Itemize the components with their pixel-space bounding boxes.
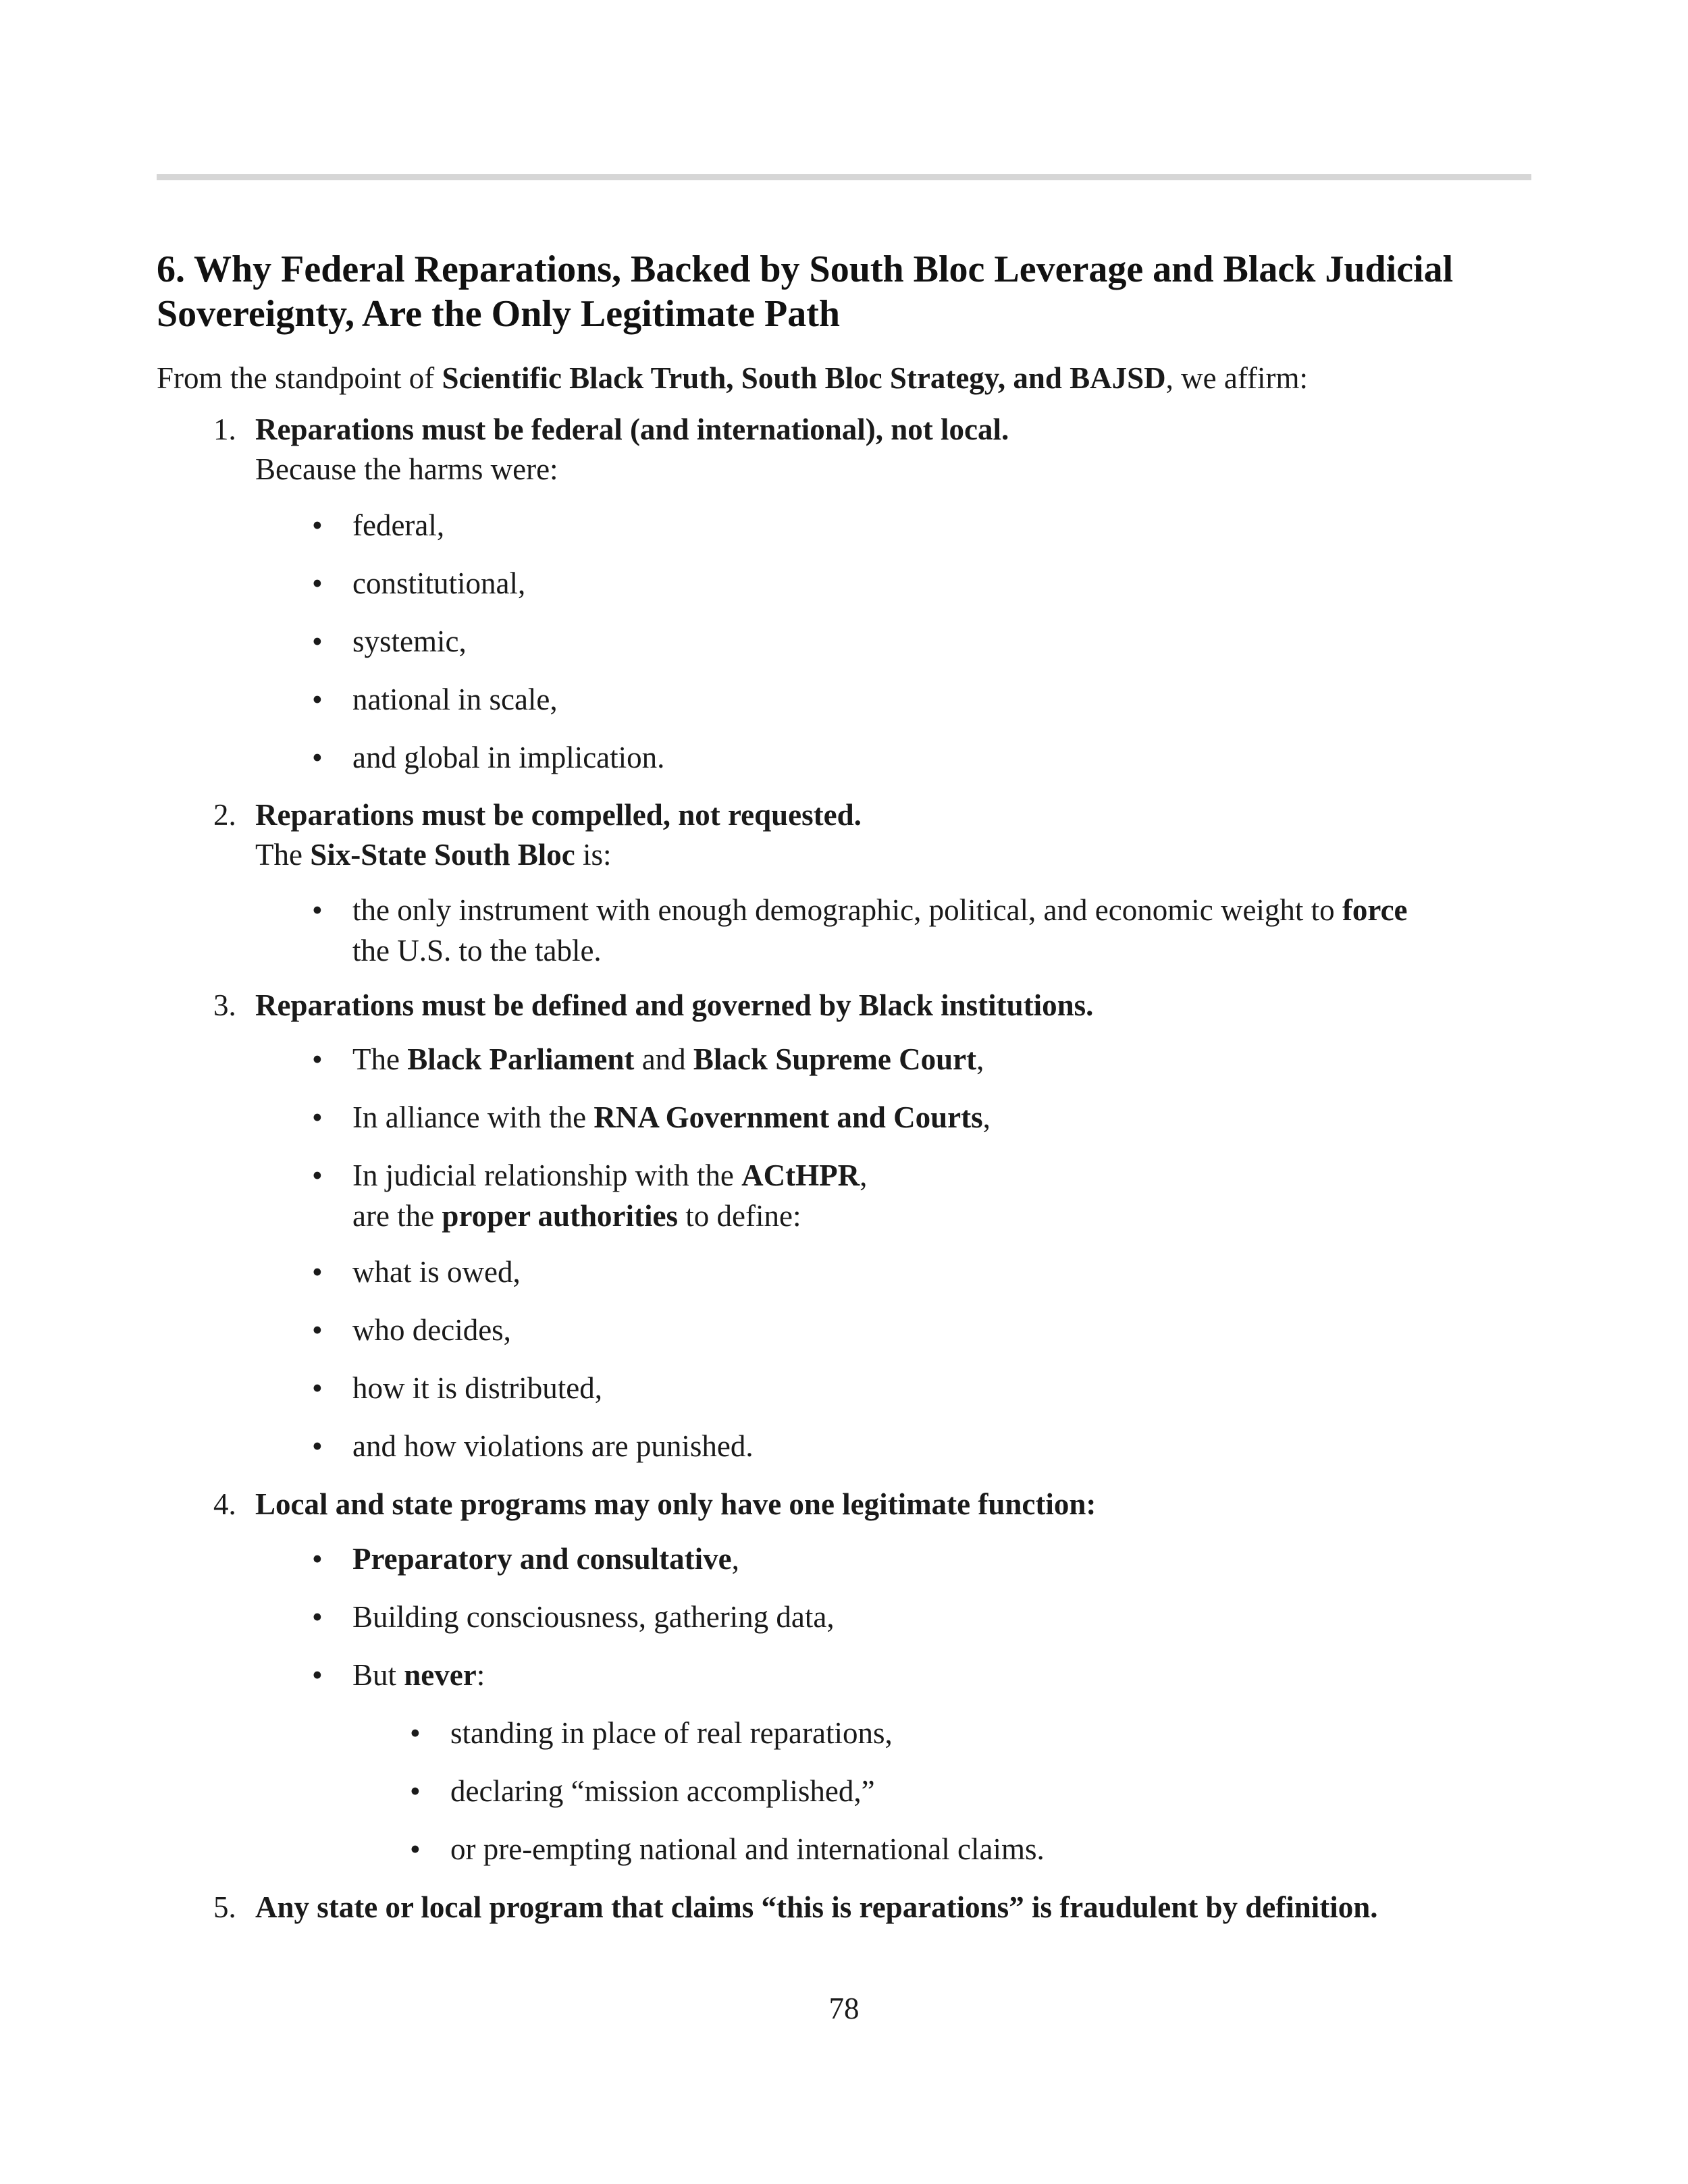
bullet-glyph: •	[312, 1542, 323, 1576]
item-3-bullet: what is owed,	[352, 1255, 521, 1289]
intro-text-end: , we affirm:	[1165, 361, 1309, 395]
bullet-glyph: •	[312, 1255, 323, 1289]
bullet-glyph: •	[312, 741, 323, 774]
bullet-glyph: •	[312, 1042, 323, 1076]
text: ,	[976, 1042, 984, 1076]
item-3-number: 3.	[213, 988, 236, 1022]
page-number: 78	[828, 1992, 860, 2025]
bold-text: Black Supreme Court	[693, 1042, 977, 1076]
bold-text: RNA Government and Courts	[594, 1100, 983, 1134]
item-2-number: 2.	[213, 798, 236, 832]
text: ,	[982, 1100, 991, 1134]
bullet-glyph: •	[312, 683, 323, 716]
text: But	[352, 1658, 404, 1692]
item-3-bullet-parliament	[352, 1040, 984, 1079]
item-4-sub-bullet: standing in place of real reparations,	[450, 1716, 893, 1750]
header-rule	[157, 174, 1531, 180]
bold-text: proper authorities	[442, 1199, 679, 1233]
bullet-glyph: •	[312, 893, 323, 927]
item-1-bullet: systemic,	[352, 624, 467, 658]
bullet-glyph: •	[312, 566, 323, 600]
bullet-glyph: •	[312, 1600, 323, 1634]
item-4-bullet-preparatory	[352, 1539, 739, 1578]
bullet-glyph: •	[410, 1832, 421, 1866]
item-3-bullet-rna	[352, 1098, 991, 1137]
text: ,	[731, 1542, 739, 1576]
item-1-lead: Because the harms were:	[255, 452, 558, 486]
item-5-title: Any state or local program that claims “this is reparations” is fraudulent by definition.	[255, 1890, 1378, 1924]
item-2-lead	[255, 835, 612, 874]
item-2-bullet-line-1	[352, 890, 1408, 930]
text: and	[634, 1042, 693, 1076]
item-4-title: Local and state programs may only have one legitimate function:	[255, 1487, 1097, 1521]
item-1-bullet: constitutional,	[352, 566, 526, 600]
item-2-bullet-text: the only instrument with enough demographic, political, and economic weight to	[352, 893, 1342, 927]
item-2-bullet-line-2: the U.S. to the table.	[352, 934, 602, 967]
section-heading: 6. Why Federal Reparations, Backed by South Bloc Leverage and Black Judicial Sovereignty, Are the Only Legitimate Path	[157, 248, 1454, 335]
bullet-glyph: •	[312, 1371, 323, 1405]
item-1-number: 1.	[213, 412, 236, 446]
bullet-glyph: •	[410, 1716, 421, 1750]
item-3-bullet: and how violations are punished.	[352, 1429, 754, 1463]
intro-text: From the standpoint of	[157, 361, 442, 395]
item-1-bullet: federal,	[352, 508, 445, 542]
item-1-bullet: national in scale,	[352, 683, 558, 716]
text: ,	[860, 1158, 868, 1192]
bold-text: Preparatory and consultative	[352, 1542, 732, 1576]
bullet-glyph: •	[312, 1100, 323, 1134]
text: In alliance with the	[352, 1100, 594, 1134]
item-4-bullet-building: Building consciousness, gathering data,	[352, 1600, 835, 1634]
item-4-number: 4.	[213, 1487, 236, 1521]
item-5-number: 5.	[213, 1890, 236, 1924]
bold-text: ACtHPR	[741, 1158, 860, 1192]
bullet-glyph: •	[312, 624, 323, 658]
item-3-title: Reparations must be defined and governed by Black institutions.	[255, 988, 1094, 1022]
item-2-title: Reparations must be compelled, not requested.	[255, 798, 862, 832]
item-2-lead-bold: Six-State South Bloc	[310, 838, 575, 872]
bullet-glyph: •	[312, 1658, 323, 1692]
item-2-lead-text-end: is:	[575, 838, 612, 872]
intro-bold: Scientific Black Truth, South Bloc Strategy, and BAJSD	[442, 361, 1166, 395]
bullet-glyph: •	[312, 508, 323, 542]
item-2-bullet-bold: force	[1342, 893, 1408, 927]
text: :	[476, 1658, 485, 1692]
item-3-bullet: how it is distributed,	[352, 1371, 602, 1405]
bullet-glyph: •	[312, 1429, 323, 1463]
text: The	[352, 1042, 408, 1076]
item-1-title: Reparations must be federal (and international), not local.	[255, 412, 1009, 446]
item-3-bullet: who decides,	[352, 1313, 511, 1347]
item-3-bullet-acthpr	[352, 1156, 867, 1195]
item-3-continuation	[352, 1196, 801, 1235]
bold-text: never	[404, 1658, 477, 1692]
bullet-glyph: •	[312, 1313, 323, 1347]
text: In judicial relationship with the	[352, 1158, 742, 1192]
item-4-bullet-never	[352, 1655, 485, 1695]
bullet-glyph: •	[312, 1158, 323, 1192]
item-4-sub-bullet: or pre-empting national and international claims.	[450, 1832, 1045, 1866]
item-4-sub-bullet: declaring “mission accomplished,”	[450, 1774, 875, 1808]
intro-paragraph	[157, 352, 1534, 404]
text: to define:	[678, 1199, 801, 1233]
bullet-glyph: •	[410, 1774, 421, 1808]
bold-text: Black Parliament	[407, 1042, 635, 1076]
text: are the	[352, 1199, 442, 1233]
item-1-bullet: and global in implication.	[352, 741, 665, 774]
item-2-lead-text: The	[255, 838, 311, 872]
